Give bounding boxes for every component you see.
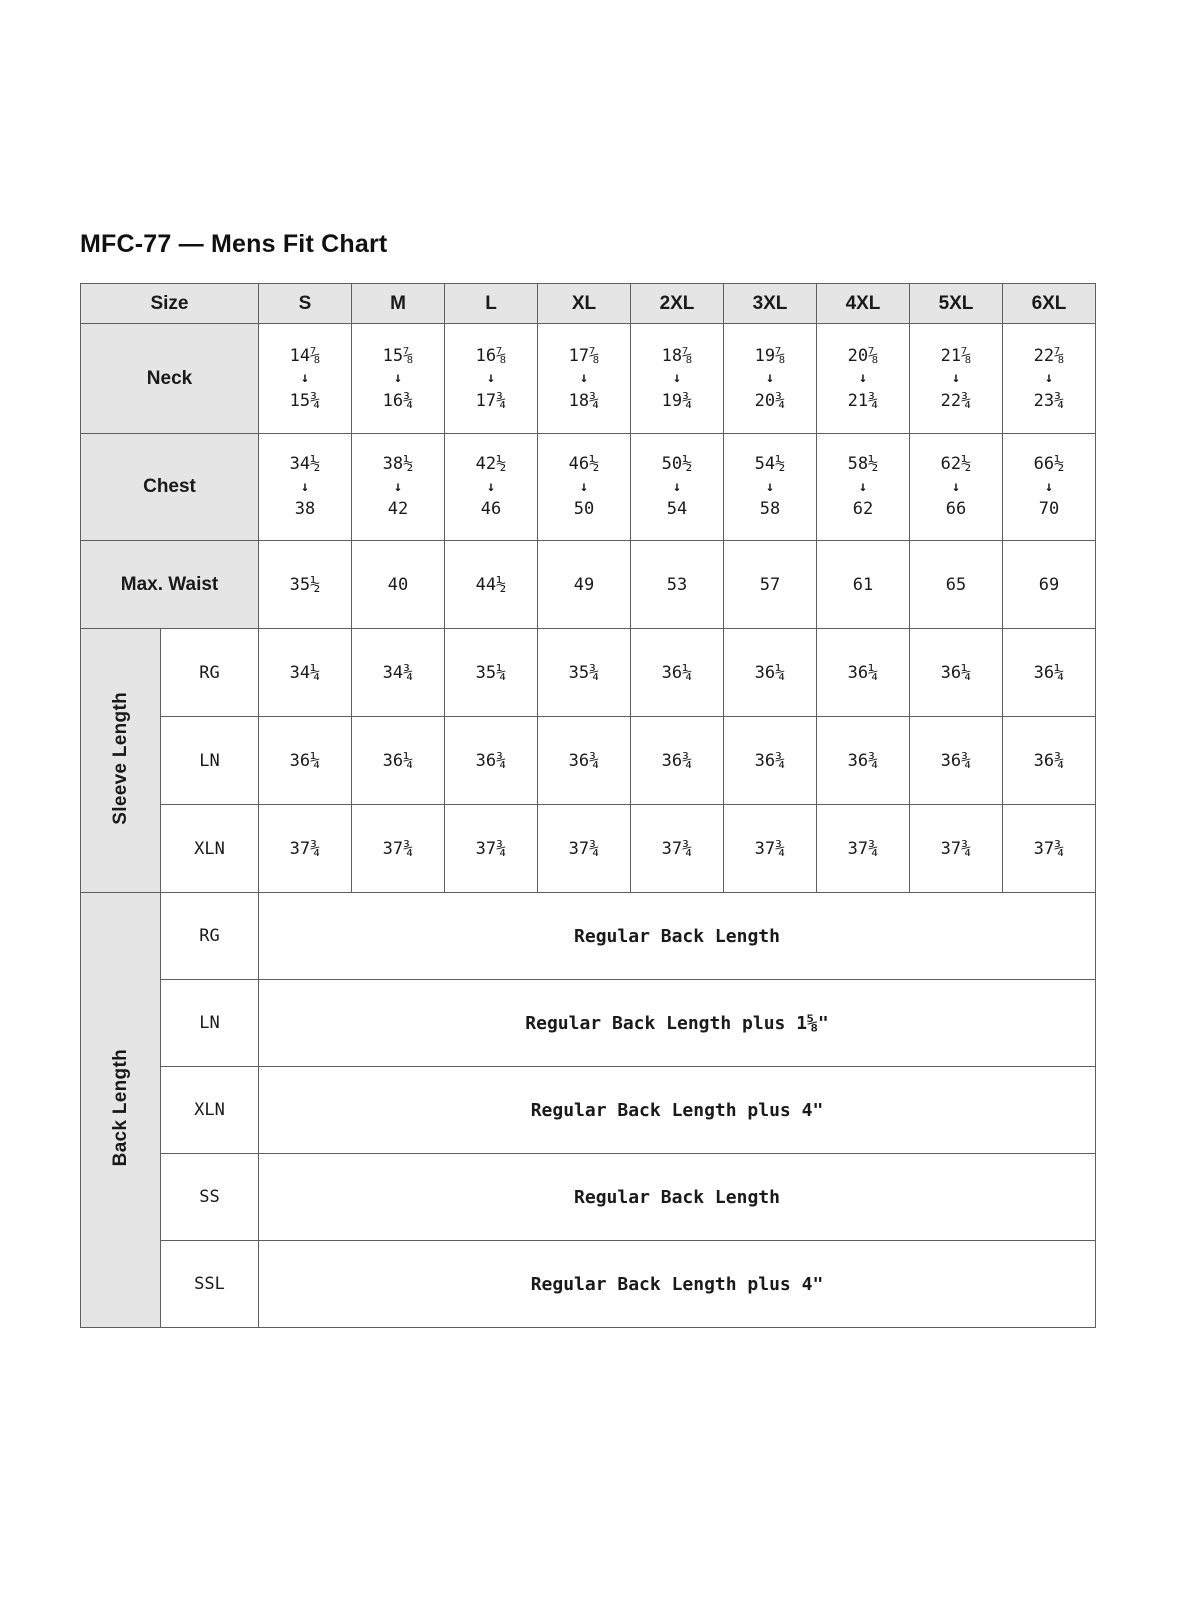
range-max-value: 46 xyxy=(480,499,502,520)
range-cell xyxy=(1003,324,1096,434)
range-min-value: 42½ xyxy=(475,454,507,475)
range-cell xyxy=(1003,434,1096,541)
size-column-header: 3XL xyxy=(724,284,817,324)
sleeve-value-cell: 36¼ xyxy=(910,629,1003,717)
range-cell xyxy=(259,434,352,541)
page-title: MFC-77 — Mens Fit Chart xyxy=(80,230,388,258)
sleeve-value-cell: 37¾ xyxy=(259,805,352,893)
range-max-value: 22¾ xyxy=(940,390,972,411)
sleeve-value-cell: 37¾ xyxy=(724,805,817,893)
sleeve-value-cell: 37¾ xyxy=(352,805,445,893)
sleeve-value-cell: 36¾ xyxy=(817,717,910,805)
range-min-value: 50½ xyxy=(661,454,693,475)
sleeve-value-cell: 36¾ xyxy=(1003,717,1096,805)
neck-row xyxy=(81,324,1096,434)
sleeve-value-cell: 36¼ xyxy=(352,717,445,805)
range-max-value: 23¾ xyxy=(1033,390,1065,411)
down-arrow-icon: ↓ xyxy=(672,370,682,387)
range-cell xyxy=(352,324,445,434)
range-cell xyxy=(445,324,538,434)
range-min-value: 15⅞ xyxy=(382,345,414,366)
range-min-value: 34½ xyxy=(289,454,321,475)
back-row-xln xyxy=(81,1067,1096,1154)
range-min-value: 58½ xyxy=(847,454,879,475)
range-min-value: 21⅞ xyxy=(940,345,972,366)
waist-value-cell: 49 xyxy=(538,541,631,629)
range-max-value: 18¾ xyxy=(568,390,600,411)
sleeve-value-cell: 34¾ xyxy=(352,629,445,717)
back-length-text-cell: Regular Back Length xyxy=(259,893,1096,980)
down-arrow-icon: ↓ xyxy=(486,370,496,387)
range-min-value: 46½ xyxy=(568,454,600,475)
range-cell xyxy=(724,324,817,434)
range-min-value: 38½ xyxy=(382,454,414,475)
waist-value-cell: 65 xyxy=(910,541,1003,629)
fit-chart-table xyxy=(80,283,1096,1328)
sleeve-value-cell: 36¼ xyxy=(817,629,910,717)
sleeve-length-label xyxy=(81,629,161,893)
size-column-header: 2XL xyxy=(631,284,724,324)
size-column-header: 6XL xyxy=(1003,284,1096,324)
size-header: Size xyxy=(81,284,259,324)
range-cell xyxy=(445,434,538,541)
size-column-header: S xyxy=(259,284,352,324)
down-arrow-icon: ↓ xyxy=(672,478,682,495)
sleeve-section xyxy=(81,629,1096,893)
back-row-ss xyxy=(81,1154,1096,1241)
sleeve-row-rg xyxy=(81,629,1096,717)
range-max-value: 70 xyxy=(1038,499,1060,520)
back-row-rg xyxy=(81,893,1096,980)
sleeve-value-cell: 37¾ xyxy=(910,805,1003,893)
down-arrow-icon: ↓ xyxy=(951,478,961,495)
waist-value-cell: 57 xyxy=(724,541,817,629)
range-cell xyxy=(538,324,631,434)
waist-value-cell: 40 xyxy=(352,541,445,629)
range-min-value: 16⅞ xyxy=(475,345,507,366)
fit-code-label: XLN xyxy=(161,1067,259,1154)
back-row-ln xyxy=(81,980,1096,1067)
fit-code-label: SS xyxy=(161,1154,259,1241)
size-column-header: 5XL xyxy=(910,284,1003,324)
range-min-value: 54½ xyxy=(754,454,786,475)
sleeve-value-cell: 37¾ xyxy=(1003,805,1096,893)
range-cell xyxy=(724,434,817,541)
sleeve-row-ln xyxy=(81,717,1096,805)
down-arrow-icon: ↓ xyxy=(765,370,775,387)
size-column-header: M xyxy=(352,284,445,324)
down-arrow-icon: ↓ xyxy=(300,370,310,387)
down-arrow-icon: ↓ xyxy=(951,370,961,387)
range-cell xyxy=(352,434,445,541)
back-section xyxy=(81,893,1096,1328)
size-column-header: 4XL xyxy=(817,284,910,324)
neck-label: Neck xyxy=(81,324,259,434)
down-arrow-icon: ↓ xyxy=(765,478,775,495)
sleeve-value-cell: 37¾ xyxy=(445,805,538,893)
sleeve-value-cell: 36¼ xyxy=(259,717,352,805)
chest-row xyxy=(81,434,1096,541)
range-min-value: 18⅞ xyxy=(661,345,693,366)
sleeve-row-xln xyxy=(81,805,1096,893)
size-column-header: L xyxy=(445,284,538,324)
sleeve-value-cell: 36¾ xyxy=(538,717,631,805)
down-arrow-icon: ↓ xyxy=(579,478,589,495)
range-max-value: 21¾ xyxy=(847,390,879,411)
max-waist-label: Max. Waist xyxy=(81,541,259,629)
range-max-value: 50 xyxy=(573,499,595,520)
waist-value-cell: 35½ xyxy=(259,541,352,629)
range-min-value: 19⅞ xyxy=(754,345,786,366)
range-min-value: 20⅞ xyxy=(847,345,879,366)
sleeve-value-cell: 35¼ xyxy=(445,629,538,717)
waist-row xyxy=(81,541,1096,629)
back-length-text-cell: Regular Back Length plus 4" xyxy=(259,1067,1096,1154)
sleeve-value-cell: 36¼ xyxy=(1003,629,1096,717)
back-length-text-cell: Regular Back Length xyxy=(259,1154,1096,1241)
back-length-text-cell: Regular Back Length plus 1⅝" xyxy=(259,980,1096,1067)
range-max-value: 16¾ xyxy=(382,390,414,411)
sleeve-value-cell: 36¾ xyxy=(445,717,538,805)
size-column-header: XL xyxy=(538,284,631,324)
back-length-label-text: Back Length xyxy=(109,1048,131,1167)
range-min-value: 62½ xyxy=(940,454,972,475)
fit-code-label: RG xyxy=(161,893,259,980)
header-row xyxy=(81,284,1096,324)
down-arrow-icon: ↓ xyxy=(486,478,496,495)
waist-value-cell: 53 xyxy=(631,541,724,629)
range-max-value: 19¾ xyxy=(661,390,693,411)
fit-code-label: XLN xyxy=(161,805,259,893)
range-cell xyxy=(910,324,1003,434)
chest-label: Chest xyxy=(81,434,259,541)
waist-value-cell: 69 xyxy=(1003,541,1096,629)
sleeve-value-cell: 37¾ xyxy=(817,805,910,893)
sleeve-value-cell: 37¾ xyxy=(631,805,724,893)
down-arrow-icon: ↓ xyxy=(1044,370,1054,387)
waist-value-cell: 44½ xyxy=(445,541,538,629)
sleeve-value-cell: 37¾ xyxy=(538,805,631,893)
range-min-value: 14⅞ xyxy=(289,345,321,366)
range-cell xyxy=(631,324,724,434)
back-length-text-cell: Regular Back Length plus 4" xyxy=(259,1241,1096,1328)
range-min-value: 66½ xyxy=(1033,454,1065,475)
sleeve-value-cell: 35¾ xyxy=(538,629,631,717)
range-cell xyxy=(631,434,724,541)
range-max-value: 17¾ xyxy=(475,390,507,411)
down-arrow-icon: ↓ xyxy=(393,370,403,387)
range-cell xyxy=(259,324,352,434)
down-arrow-icon: ↓ xyxy=(579,370,589,387)
back-row-ssl xyxy=(81,1241,1096,1328)
range-min-value: 17⅞ xyxy=(568,345,600,366)
range-max-value: 42 xyxy=(387,499,409,520)
sleeve-value-cell: 34¼ xyxy=(259,629,352,717)
range-max-value: 38 xyxy=(294,499,316,520)
fit-code-label: RG xyxy=(161,629,259,717)
back-length-label xyxy=(81,893,161,1328)
down-arrow-icon: ↓ xyxy=(1044,478,1054,495)
sleeve-length-label-text: Sleeve Length xyxy=(109,691,131,825)
sleeve-value-cell: 36¼ xyxy=(724,629,817,717)
down-arrow-icon: ↓ xyxy=(858,370,868,387)
fit-code-label: LN xyxy=(161,717,259,805)
range-max-value: 62 xyxy=(852,499,874,520)
range-cell xyxy=(538,434,631,541)
down-arrow-icon: ↓ xyxy=(858,478,868,495)
range-max-value: 20¾ xyxy=(754,390,786,411)
range-max-value: 54 xyxy=(666,499,688,520)
sleeve-value-cell: 36¾ xyxy=(910,717,1003,805)
range-max-value: 66 xyxy=(945,499,967,520)
range-cell xyxy=(817,324,910,434)
range-min-value: 22⅞ xyxy=(1033,345,1065,366)
range-max-value: 15¾ xyxy=(289,390,321,411)
fit-code-label: LN xyxy=(161,980,259,1067)
upper-section xyxy=(81,284,1096,629)
range-cell xyxy=(817,434,910,541)
down-arrow-icon: ↓ xyxy=(300,478,310,495)
sleeve-value-cell: 36¾ xyxy=(631,717,724,805)
sleeve-value-cell: 36¼ xyxy=(631,629,724,717)
range-cell xyxy=(910,434,1003,541)
sleeve-value-cell: 36¾ xyxy=(724,717,817,805)
fit-code-label: SSL xyxy=(161,1241,259,1328)
range-max-value: 58 xyxy=(759,499,781,520)
waist-value-cell: 61 xyxy=(817,541,910,629)
down-arrow-icon: ↓ xyxy=(393,478,403,495)
